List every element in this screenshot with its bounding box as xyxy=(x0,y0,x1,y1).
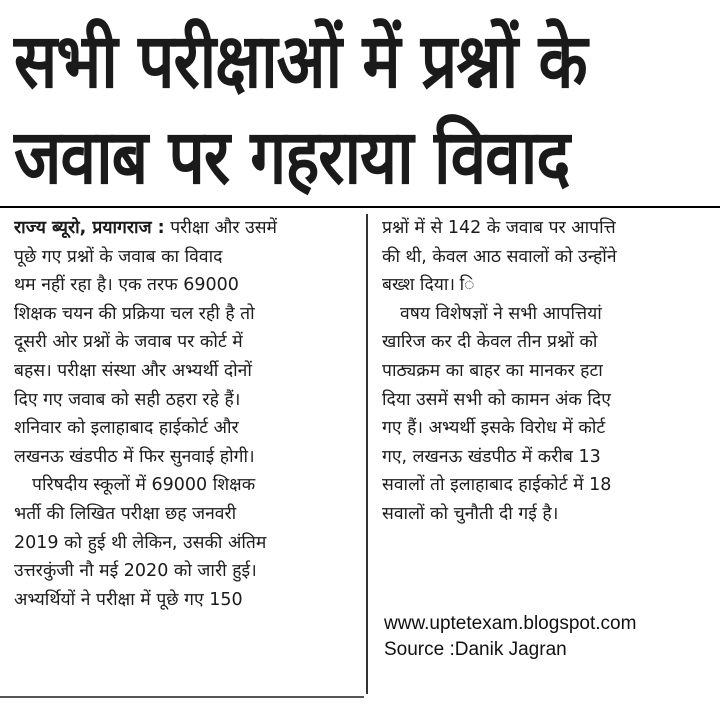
source-credit: Source :Danik Jagran xyxy=(384,639,567,660)
paragraph-line: उत्तरकुंजी नौ मई 2020 को जारी हुई। xyxy=(14,561,257,582)
credits xyxy=(384,611,636,663)
paragraph-line: लखनऊ खंडपीठ में फिर सुनवाई होगी। xyxy=(14,446,255,467)
paragraph-line: खारिज कर दी केवल तीन प्रश्नों को xyxy=(382,332,598,353)
headline-rule xyxy=(0,206,720,208)
paragraph-line: भर्ती की लिखित परीक्षा छह जनवरी xyxy=(14,503,237,524)
paragraph-line: अभ्यर्थियों ने परीक्षा में पूछे गए 150 xyxy=(14,589,243,610)
paragraph-line: वषय विशेषज्ञों ने सभी आपत्तियां xyxy=(400,303,602,324)
paragraph-line: 2019 को हुई थी लेकिन, उसकी अंतिम xyxy=(14,532,267,553)
dateline: राज्य ब्यूरो, प्रयागराज : xyxy=(14,218,165,238)
left-column xyxy=(14,214,356,614)
footer-rule xyxy=(0,696,364,698)
paragraph-line: थम नहीं रहा है। एक तरफ 69000 xyxy=(14,275,239,296)
paragraph-line: सवालों तो इलाहाबाद हाईकोर्ट में 18 xyxy=(382,475,612,496)
paragraph-line: गए, लखनऊ खंडपीठ में करीब 13 xyxy=(382,446,601,467)
paragraph-line: शिक्षक चयन की प्रक्रिया चल रही है तो xyxy=(14,303,255,324)
paragraph-line: गए हैं। अभ्यर्थी इसके विरोध में कोर्ट xyxy=(382,418,606,439)
column-divider xyxy=(366,214,368,694)
paragraph-line: दिया उसमें सभी को कामन अंक दिए xyxy=(382,389,611,410)
paragraph-line: की थी, केवल आठ सवालों को उन्होंने xyxy=(382,246,617,267)
paragraph-line: शनिवार को इलाहाबाद हाईकोर्ट और xyxy=(14,418,239,439)
paragraph-line: परिषदीय स्कूलों में 69000 शिक्षक xyxy=(32,475,256,496)
paragraph-line: प्रश्नों में से 142 के जवाब पर आपत्ति xyxy=(382,218,616,238)
right-column xyxy=(382,214,712,529)
paragraph-line: सवालों को चुनौती दी गई है। xyxy=(382,503,559,524)
paragraph-line: बख्श दिया। ि xyxy=(382,275,475,296)
paragraph-line xyxy=(14,214,356,243)
paragraph-line: बहस। परीक्षा संस्था और अभ्यर्थी दोनों xyxy=(14,360,252,381)
paragraph-line: पाठ्यक्रम का बाहर का मानकर हटा xyxy=(382,360,603,381)
paragraph-line: पूछे गए प्रश्नों के जवाब का विवाद xyxy=(14,246,223,267)
paragraph-line: दूसरी ओर प्रश्नों के जवाब पर कोर्ट में xyxy=(14,332,243,353)
website-url: www.uptetexam.blogspot.com xyxy=(384,613,637,634)
headline-line-2: जवाब पर गहराया विवाद xyxy=(14,114,570,202)
paragraph-line: दिए गए जवाब को सही ठहरा रहे हैं। xyxy=(14,389,241,410)
paragraph-line-text: परीक्षा और उसमें xyxy=(164,218,277,238)
headline xyxy=(14,14,706,206)
headline-line-1: सभी परीक्षाओं में प्रश्नों के xyxy=(14,18,587,106)
